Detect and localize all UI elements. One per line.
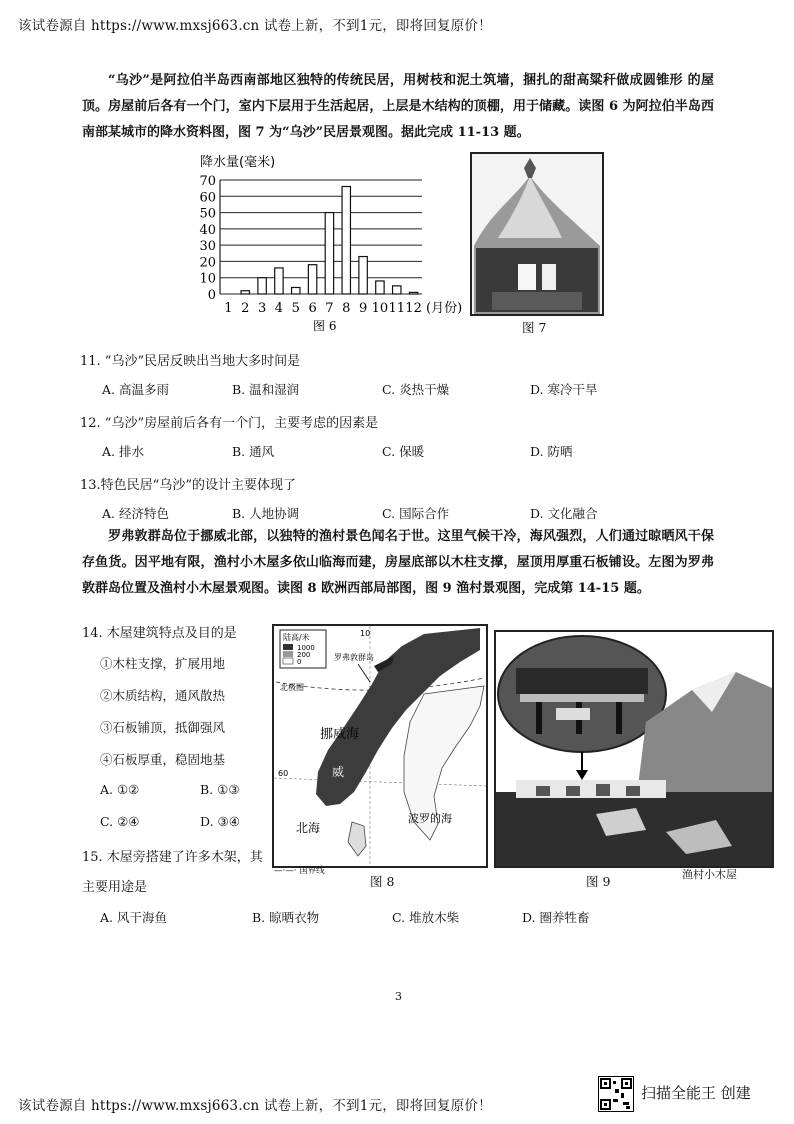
norwegian-sea-label: 挪威海: [320, 727, 360, 742]
bar-month-9: [359, 257, 367, 294]
y-tick-label: 30: [199, 239, 216, 255]
x-tick-label: 2: [241, 301, 250, 316]
figure-9-caption: 图 9: [586, 874, 611, 889]
q14-option-a[interactable]: A. ①②: [100, 782, 140, 797]
y-tick-label: 70: [199, 174, 216, 189]
bar-month-3: [258, 278, 266, 294]
x-tick-label: 9: [358, 301, 368, 316]
norway-label: 威: [332, 765, 345, 779]
figure-9-label: 渔村小木屋: [682, 868, 737, 881]
figure-7-photo: [470, 152, 604, 316]
q14-statement-1: ①木柱支撑，扩展用地: [100, 656, 226, 671]
y-tick-label: 10: [199, 271, 216, 287]
y-tick-label: 40: [199, 222, 216, 238]
q13-option-a[interactable]: A. 经济特色: [102, 506, 169, 521]
q14-statement-2: ②木质结构，通风散热: [100, 688, 226, 703]
q14-option-c[interactable]: C. ②④: [100, 814, 140, 829]
map-border-legend: —·—· 国界线: [274, 866, 325, 876]
q13-option-c[interactable]: C. 国际合作: [382, 506, 450, 521]
intro-2-text: 罗弗敦群岛位于挪威北部，以独特的渔村景色闻名于世。这里气候干冷，海风强烈，人们通过晾晒风干保存鱼货。因平地有限，渔村小木屋多依山临海而建，房屋底部以木柱支撑，屋顶用厚重石板铺设。左图为罗弗敦群岛位置及渔村小木屋景观图。读图 8 欧洲西部局部图，图 9 渔村景观图，完成第 14-15 题。: [82, 529, 714, 596]
wusha-house-illustration: [472, 154, 602, 314]
x-tick-label: 12: [405, 301, 422, 316]
q12-option-d[interactable]: D. 防晒: [530, 444, 573, 459]
x-tick-label: 11: [388, 301, 406, 316]
q15-option-a[interactable]: A. 风干海鱼: [100, 910, 167, 925]
lofoten-islands-label: 罗弗敦群岛: [334, 653, 374, 662]
map-legend-0: 0: [297, 658, 302, 666]
question-13-stem: 13.特色民居“乌沙”的设计主要体现了: [80, 478, 296, 493]
y-tick-label: 20: [199, 255, 216, 271]
chart-ylabel: 降水量(毫米): [200, 155, 276, 170]
bar-month-5: [292, 287, 300, 294]
q11-option-d[interactable]: D. 寒冷干旱: [530, 382, 598, 397]
q13-option-d[interactable]: D. 文化融合: [530, 506, 598, 521]
figure-8-map: [272, 624, 488, 868]
north-sea-label: 北海: [296, 821, 321, 835]
question-15-stem-line-1: 15. 木屋旁搭建了许多木架，其: [82, 850, 263, 865]
intro-paragraph-1: [82, 68, 714, 146]
q14-option-d[interactable]: D. ③④: [200, 814, 240, 829]
q14-statement-4: ④石板厚重，稳固地基: [100, 752, 226, 767]
q14-option-b[interactable]: B. ①③: [200, 782, 240, 797]
chart-yticks: [199, 174, 216, 303]
y-tick-label: 0: [207, 288, 216, 303]
question-14-stem: 14. 木屋建筑特点及目的是: [82, 626, 237, 641]
chart-xlabel: (月份): [426, 301, 463, 316]
bar-month-11: [393, 286, 401, 294]
scanner-watermark: 扫描全能王 创建: [641, 1084, 751, 1102]
figure-7-caption: 图 7: [522, 320, 547, 335]
y-tick-label: 50: [199, 206, 216, 222]
figure-6-caption: 图 6: [313, 319, 337, 333]
question-11-stem: 11. “乌沙”民居反映出当地大多时间是: [80, 354, 301, 369]
x-tick-label: 10: [371, 301, 389, 316]
question-15-stem-line-2: 主要用途是: [82, 880, 148, 895]
figure-9-photo: [494, 630, 774, 868]
x-tick-label: 7: [325, 301, 334, 316]
map-border-label: 国界线: [299, 866, 325, 876]
page-number: 3: [395, 990, 402, 1003]
y-tick-label: 60: [199, 190, 216, 206]
q12-option-a[interactable]: A. 排水: [102, 444, 144, 459]
q13-option-b[interactable]: B. 人地协调: [232, 506, 300, 521]
bar-month-12: [409, 292, 417, 294]
q15-option-d[interactable]: D. 圈养牲畜: [522, 910, 590, 925]
x-tick-label: 6: [308, 301, 317, 316]
x-tick-label: 5: [291, 301, 300, 316]
map-latitude-label: 60: [278, 769, 289, 778]
bar-month-4: [275, 268, 283, 294]
intro-1-text: “乌沙”是阿拉伯半岛西南部地区独特的传统民居，用树枝和泥土筑墙，捆扎的甜高粱秆做成圆锥形 的屋顶。房屋前后各有一个门，室内下层用于生活起居，上层是木结构的顶棚，用于储藏。读图 6 为阿拉伯半岛西南部某城市的降水资料图，图 7 为“乌沙”民居景观图。据此完成 11-13 题。: [82, 73, 714, 140]
q15-option-c[interactable]: C. 堆放木柴: [392, 910, 460, 925]
intro-paragraph-2: [82, 524, 714, 602]
baltic-sea-label: 波罗的海: [408, 812, 452, 825]
footer-source-text: 该试卷源自 https://www.mxsj663.cn 试卷上新，不到1元，即将回复原价！: [18, 1098, 492, 1114]
q12-option-b[interactable]: B. 通风: [232, 444, 275, 459]
arctic-circle-label: 北极圈: [280, 683, 304, 692]
q12-option-c[interactable]: C. 保暖: [382, 444, 425, 459]
europe-west-map: [274, 626, 486, 866]
figure-6-precipitation-chart: [190, 150, 463, 335]
header-source-text: 该试卷源自 https://www.mxsj663.cn 试卷上新，不到1元，即将回复原价！: [18, 18, 492, 34]
map-legend-200: 200: [297, 651, 311, 659]
bar-month-6: [308, 265, 316, 294]
x-tick-label: 1: [224, 301, 233, 316]
bar-month-7: [325, 213, 333, 294]
bar-month-10: [376, 281, 384, 294]
map-legend-1000: 1000: [297, 644, 315, 652]
x-tick-label: 4: [274, 301, 284, 316]
qr-code-icon: [598, 1076, 634, 1112]
bar-month-8: [342, 187, 350, 294]
x-tick-label: 8: [342, 301, 351, 316]
q15-option-b[interactable]: B. 晾晒衣物: [252, 910, 320, 925]
map-longitude-label: 10: [360, 629, 371, 638]
chart-xticks: [224, 301, 422, 316]
map-legend-title: 陆高/米: [283, 633, 310, 642]
x-tick-label: 3: [257, 301, 267, 316]
q11-option-b[interactable]: B. 温和湿润: [232, 382, 300, 397]
q14-statement-3: ③石板铺顶，抵御强风: [100, 720, 226, 735]
figure-8-caption: 图 8: [370, 874, 395, 889]
chart-grid: [220, 180, 422, 294]
q11-option-a[interactable]: A. 高温多雨: [102, 382, 169, 397]
q11-option-c[interactable]: C. 炎热干燥: [382, 382, 450, 397]
bar-month-2: [241, 291, 249, 294]
fishing-village-illustration: [496, 632, 772, 866]
question-12-stem: 12. “乌沙”房屋前后各有一个门，主要考虑的因素是: [80, 416, 379, 431]
